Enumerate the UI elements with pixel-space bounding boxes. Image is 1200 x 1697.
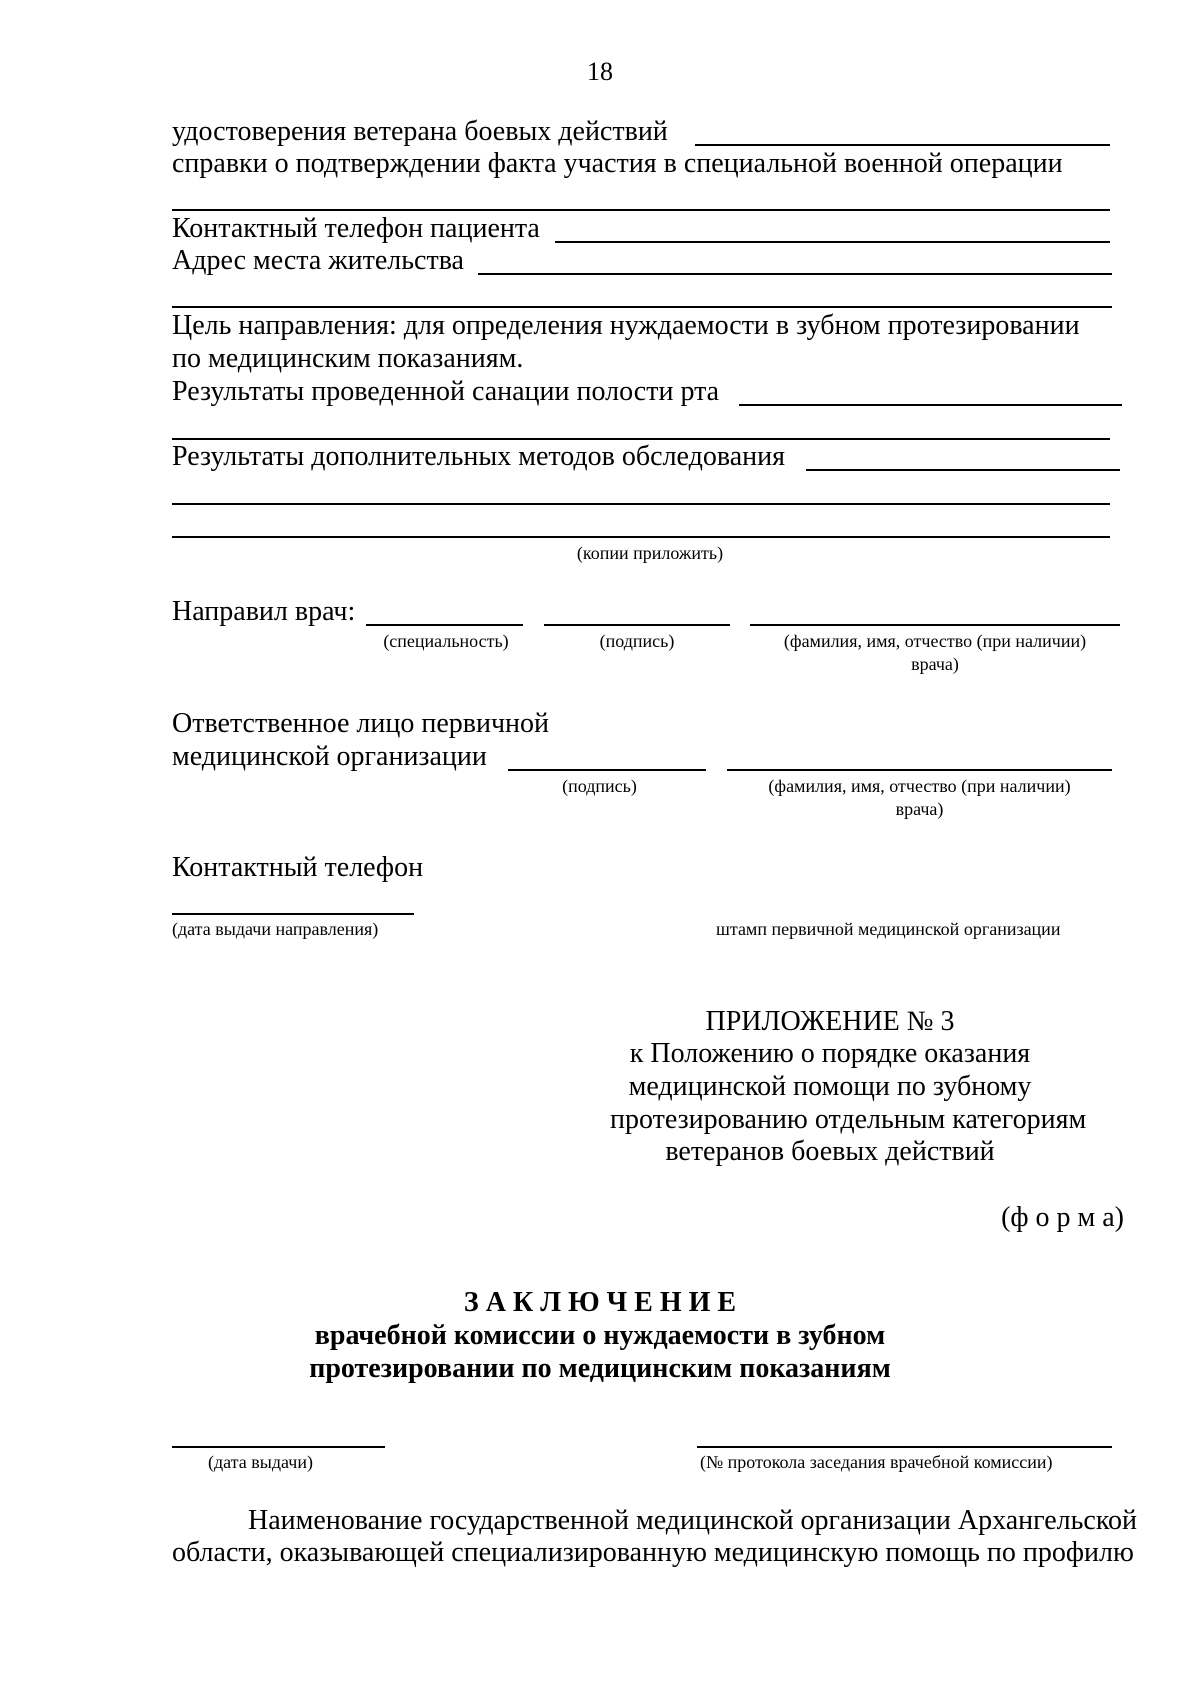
copies-note: (копии приложить) (576, 543, 724, 563)
patient-phone-label: Контактный телефон пациента (172, 213, 540, 244)
additional-results-label: Результаты дополнительных методов обследования (172, 441, 785, 472)
veteran-certificate-field[interactable] (695, 144, 1110, 146)
conclusion-subtitle-2: протезировании по медицинским показаниям (309, 1353, 891, 1384)
conclusion-issue-date-field[interactable] (172, 1446, 385, 1448)
additional-results-field[interactable] (806, 469, 1120, 471)
conclusion-protocol-caption: (№ протокола заседания врачебной комиссии) (700, 1452, 1053, 1472)
purpose-line-2: по медицинским показаниям. (172, 343, 524, 374)
sanitation-results-field-continued[interactable] (172, 438, 1110, 440)
stamp-caption: штамп первичной медицинской организации (716, 919, 1061, 939)
body-text-line-1: Наименование государственной медицинской организации Архангельской (248, 1505, 1138, 1536)
purpose-line-1: Цель направления: для определения нуждаемости в зубном протезировании (172, 310, 1080, 341)
responsible-person-name-field[interactable] (727, 769, 1112, 771)
conclusion-title: З А К Л Ю Ч Е Н И Е (463, 1287, 737, 1318)
issue-date-caption: (дата выдачи направления) (172, 919, 379, 939)
veteran-certificate-label: удостоверения ветерана боевых действий (172, 116, 668, 147)
responsible-person-signature-field[interactable] (508, 769, 706, 771)
body-text-line-2: области, оказывающей специализированную медицинскую помощь по профилю (172, 1537, 1134, 1568)
address-field-continued[interactable] (172, 306, 1112, 308)
svo-certificate-field[interactable] (172, 209, 1110, 211)
appendix-title: ПРИЛОЖЕНИЕ № 3 (705, 1006, 955, 1037)
conclusion-protocol-field[interactable] (697, 1446, 1112, 1448)
conclusion-subtitle-1: врачебной комиссии о нуждаемости в зубном (314, 1320, 886, 1351)
responsible-person-signature-caption: (подпись) (562, 776, 637, 796)
referring-doctor-specialty-caption: (специальность) (383, 631, 509, 651)
address-field[interactable] (478, 273, 1112, 275)
sanitation-results-field[interactable] (739, 404, 1122, 406)
address-label: Адрес места жительства (172, 245, 464, 276)
page-number: 18 (587, 57, 613, 86)
svo-certificate-label: справки о подтверждении факта участия в специальной военной операции (172, 148, 1063, 179)
appendix-line-3: протезированию отдельным категориям (610, 1104, 1087, 1135)
contact-phone-label: Контактный телефон (172, 852, 424, 883)
form-label: (ф о р м а) (1001, 1202, 1124, 1233)
referring-doctor-signature-caption: (подпись) (599, 631, 675, 651)
referring-doctor-name-caption-1: (фамилия, имя, отчество (при наличии) (783, 631, 1087, 651)
patient-phone-field[interactable] (555, 241, 1110, 243)
referring-doctor-signature-field[interactable] (544, 624, 730, 626)
responsible-person-label-1: Ответственное лицо первичной (172, 708, 550, 739)
responsible-person-label-2: медицинской организации (172, 741, 487, 772)
appendix-line-4: ветеранов боевых действий (665, 1136, 995, 1167)
responsible-person-name-caption-2: врача) (895, 799, 944, 819)
referring-doctor-name-field[interactable] (750, 624, 1120, 626)
appendix-line-1: к Положению о порядке оказания (629, 1038, 1031, 1069)
additional-results-field-2[interactable] (172, 503, 1110, 505)
appendix-line-2: медицинской помощи по зубному (628, 1071, 1032, 1102)
sanitation-results-label: Результаты проведенной санации полости рта (172, 376, 720, 407)
responsible-person-name-caption-1: (фамилия, имя, отчество (при наличии) (768, 776, 1071, 796)
conclusion-issue-date-caption: (дата выдачи) (208, 1452, 313, 1472)
referring-doctor-specialty-field[interactable] (366, 624, 523, 626)
referring-doctor-name-caption-2: врача) (911, 654, 959, 674)
additional-results-field-3[interactable] (172, 536, 1110, 538)
referring-doctor-label: Направил врач: (172, 596, 356, 627)
issue-date-field[interactable] (172, 913, 414, 915)
